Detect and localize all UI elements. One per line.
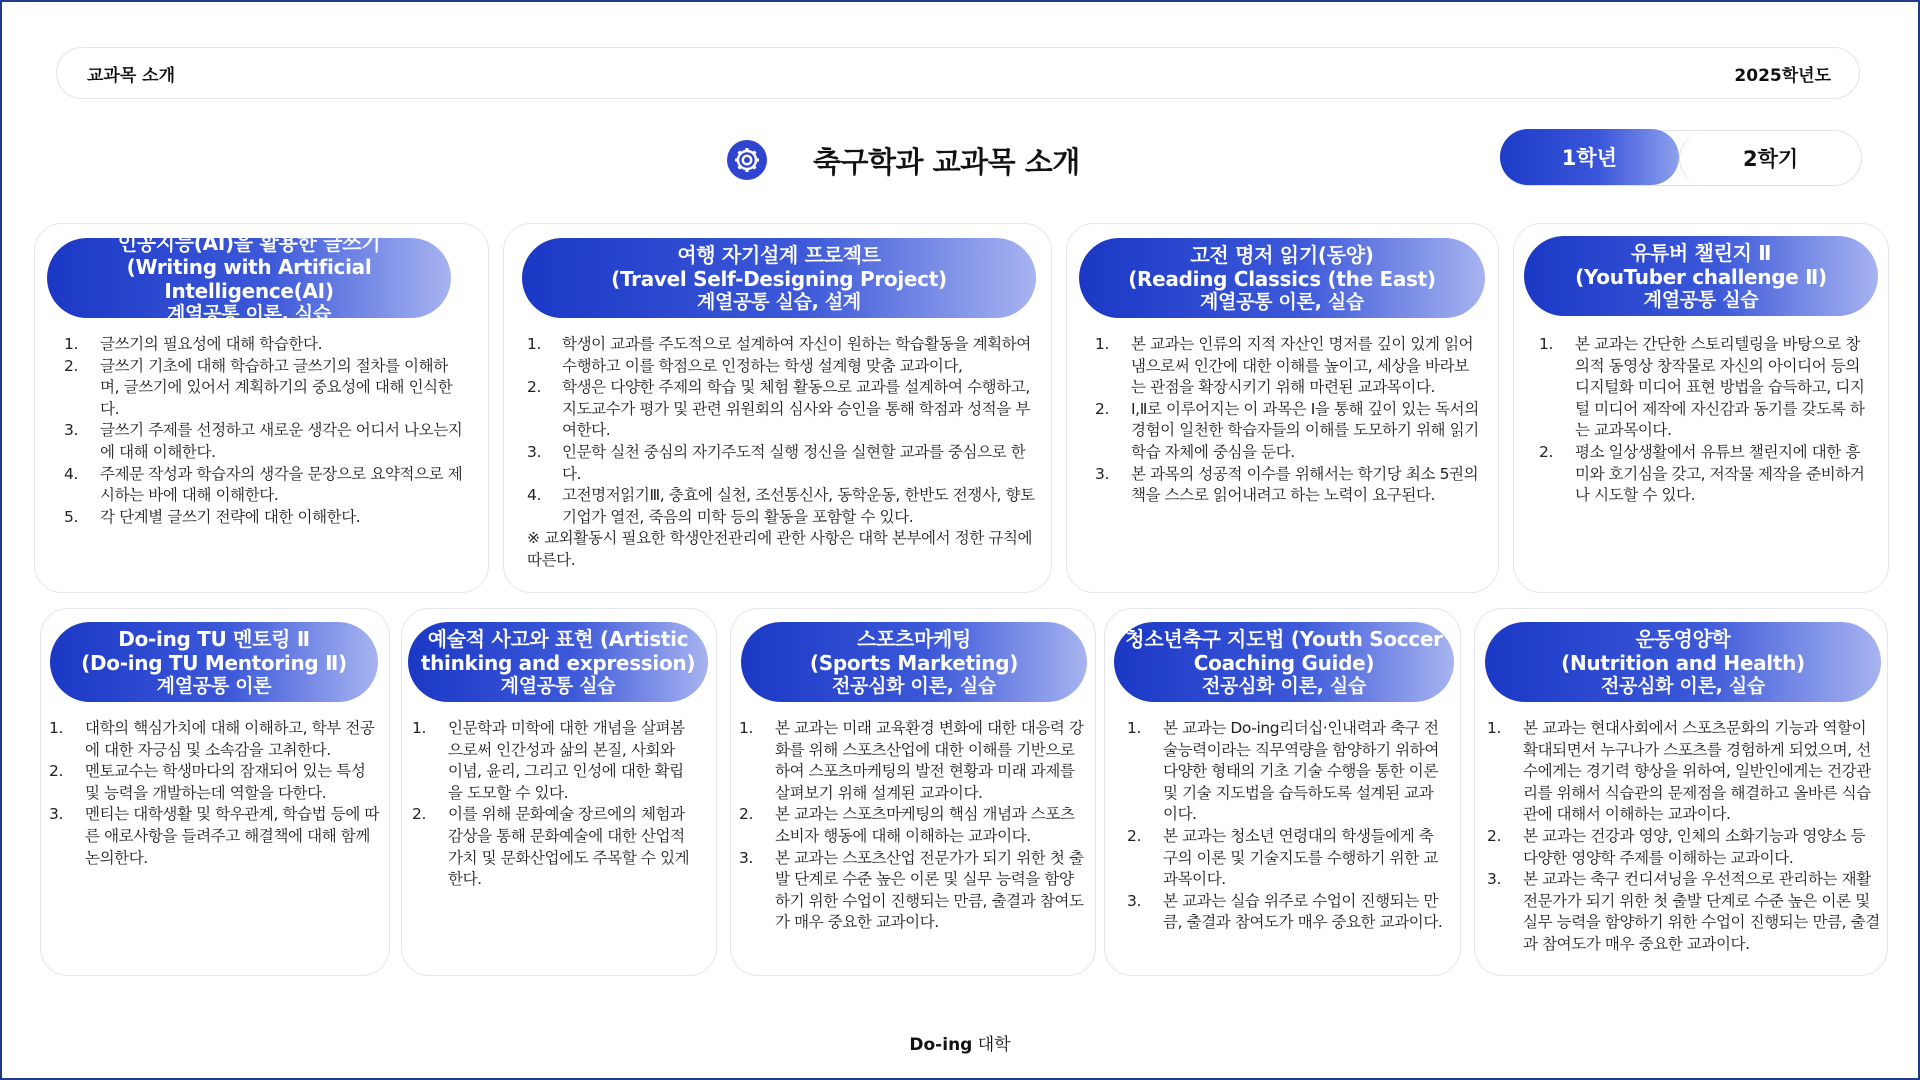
course-title-pill [50, 622, 378, 702]
footer-brand [0, 1030, 1920, 1055]
list-item: 1. 본 교과는 Do-ing리더십·인내력과 축구 전술능력이라는 직무역량을 함양하기 위하여 다양한 형태의 기초 기술 수행을 통한 이론 및 기술 지도법을 습득하도록 설계된 교과이다. [1127, 719, 1439, 824]
course-category: 계열공통 실습 [500, 674, 616, 697]
list-item: 3. 멘티는 대학생활 및 학우관계, 학습법 등에 따른 애로사항을 들려주고 해결책에 대해 함께 논의한다. [49, 805, 380, 867]
list-item: 1. 학생이 교과를 주도적으로 설계하여 자신이 원하는 학습활동을 계획하여 수행하고 이를 학점으로 인정하는 학생 설계형 맞춤 교과이다, [527, 335, 1031, 375]
course-title-en: (Sports Marketing) [809, 650, 1019, 675]
list-item: 3. 본 교과는 스포츠산업 전문가가 되기 위한 첫 출발 단계로 수준 높은 이론 및 실무 능력을 함양하기 위한 수업이 진행되는 만큼, 출결과 참여도가 매우 중요한 교과이다. [739, 848, 1084, 932]
semester-toggle [1500, 130, 1862, 186]
footer-brand-name: Do-ing [909, 1035, 973, 1055]
tab-first-year[interactable]: 1학년 [1500, 129, 1680, 185]
list-item: 1. 대학의 핵심가치에 대해 이해하고, 학부 전공에 대한 자긍심 및 소속감을 고취한다. [49, 719, 375, 759]
page-title: 축구학과 교과목 소개 [813, 144, 1080, 179]
list-item: 1. 본 교과는 간단한 스토리텔링을 바탕으로 창의적 동영상 창작물로 자신의 아이디어 등의 디지털화 미디어 표현 방법을 습득하고, 디지털 미디어 제작에 자신감과 동기를 갖도록 하는 교과목이다. [1539, 335, 1865, 440]
list-item: 3. 본 과목의 성공적 이수를 위해서는 학기당 최소 5권의 책을 스스로 읽어내려고 하는 노력이 요구된다. [1095, 464, 1479, 505]
list-item: 3. 본 교과는 축구 컨디셔닝을 우선적으로 관리하는 재활전문가가 되기 위한 첫 출발 단계로 수준 높은 이론 및 실무 능력을 함양하기 위한 수업이 진행되는 만큼, 출결과 참여도가 매우 중요한 교과이다. [1487, 870, 1880, 953]
course-title-ko: 인공지능(AI)을 활용한 글쓰기 [117, 230, 381, 255]
course-title-pill [1485, 622, 1881, 702]
course-title-en: (Writing with Artificial Intelligence(AI) [126, 254, 372, 303]
list-item: 3. 인문학 실천 중심의 자기주도적 실행 정신을 실현할 교과를 중심으로 한다. [527, 442, 1026, 483]
course-title-en: (Travel Self-Designing Project) [611, 266, 947, 291]
list-item: 2. 글쓰기 기초에 대해 학습하고 글쓰기의 절차를 이해하며, 글쓰기에 있어서 계획하기의 중요성에 대해 인식한다. [64, 356, 453, 418]
course-description [412, 718, 692, 891]
list-item: 2. 평소 일상생활에서 유튜브 챌린지에 대한 흥미와 호기심을 갖고, 저작물 제작을 준비하거나 시도할 수 있다. [1539, 442, 1865, 505]
course-description [739, 718, 1085, 934]
list-item: 2. 본 교과는 청소년 연령대의 학생들에게 축구의 이론 및 기술지도를 수행하기 위한 교과목이다. [1127, 826, 1438, 889]
course-category: 계열공통 이론 [156, 674, 272, 697]
course-title-pill [47, 230, 451, 325]
list-item: 3. 본 교과는 실습 위주로 수업이 진행되는 만큼, 출결과 참여도가 매우 중요한 교과이다. [1127, 891, 1443, 932]
list-item: 3. 글쓰기 주제를 선정하고 새로운 생각은 어디서 나오는지에 대해 이해한다. [64, 421, 463, 461]
course-category: 계열공통 이론, 실습 [167, 302, 331, 325]
course-title-ko: 유튜버 챌린지 Ⅱ [1630, 240, 1772, 265]
list-item: 4. 주제문 작성과 학습자의 생각을 문장으로 요약적으로 제시하는 바에 대해 이해한다. [64, 464, 463, 505]
course-title-pill [522, 238, 1036, 318]
course-title-en: (Reading Classics (the East) [1128, 266, 1436, 291]
list-item: 1. 본 교과는 현대사회에서 스포츠문화의 기능과 역할이 확대되면서 누구나가 스포츠를 경험하게 되었으며, 선수에게는 경기력 향상을 위하여, 일반인에게는 건강관리를 위해서 식습관의 문제점을 해결하고 올바른 식습관에 대해서 이해하는 교과이다. [1487, 719, 1871, 824]
tab-second-semester[interactable]: 2학기 [1679, 132, 1861, 185]
list-item: 1. 글쓰기의 필요성에 대해 학습한다. [64, 335, 323, 353]
course-title-pill [741, 622, 1087, 702]
course-description [49, 718, 381, 869]
list-item: 2. 학생은 다양한 주제의 학습 및 체험 활동으로 교과를 설계하여 수행하고, 지도교수가 평가 및 관련 위원회의 심사와 승인을 통해 학점과 성적을 부여한다. [527, 378, 1030, 440]
course-title-pill [1079, 238, 1485, 318]
list-item: 4. 고전명저읽기Ⅲ, 충효에 실천, 조선통신사, 동학운동, 한반도 전쟁사, 향토기업가 열전, 죽음의 미학 등의 활동을 포함할 수 있다. [527, 486, 1035, 526]
list-item: 1. 인문학과 미학에 대한 개념을 살펴봄으로써 인간성과 삶의 본질, 사회와 이념, 윤리, 그리고 인성에 대한 확립을 도모할 수 있다. [412, 719, 685, 802]
list-item: 2. 이를 위해 문화예술 장르에의 체험과 감상을 통해 문화예술에 대한 산업적 가치 및 문화산업에도 주목할 수 있게 한다. [412, 805, 690, 889]
course-title-ko: 스포츠마케팅 [856, 626, 972, 651]
course-description [1539, 334, 1869, 507]
course-title-en: (Do-ing TU Mentoring Ⅱ) [81, 650, 347, 675]
academic-year: 2025학년도 [1734, 65, 1831, 86]
course-category: 계열공통 이론, 실습 [1200, 290, 1364, 313]
course-note: ※ 교외활동시 필요한 학생안전관리에 관한 사항은 대학 본부에서 정한 규칙에 따른다. [527, 529, 1033, 569]
list-item: 2. 본 교과는 건강과 영양, 인체의 소화기능과 영양소 등 다양한 영양학 주제를 이해하는 교과이다. [1487, 826, 1866, 867]
course-category: 계열공통 실습, 설계 [697, 290, 861, 313]
list-item: 1. 본 교과는 미래 교육환경 변화에 대한 대응력 강화를 위해 스포츠산업에 대한 이해를 기반으로 하여 스포츠마케팅의 발전 현황과 미래 과제를 살펴보기 위해 설계된 교과이다. [739, 719, 1084, 802]
course-title-ko: 고전 명저 읽기(동양) [1190, 242, 1374, 267]
gear-icon [727, 140, 767, 180]
course-title-ko: 운동영양학 [1635, 626, 1731, 651]
course-title-en: Coaching Guide) [1193, 650, 1375, 675]
course-title-ko: Do-ing TU 멘토링 Ⅱ [118, 626, 310, 651]
top-bar [56, 47, 1860, 99]
course-title-en: (YouTuber challenge Ⅱ) [1575, 264, 1827, 289]
course-category: 전공심화 이론, 실습 [832, 674, 996, 697]
course-description [1487, 718, 1880, 956]
list-item: 2. Ⅰ,Ⅱ로 이루어지는 이 과목은 Ⅰ을 통해 깊이 있는 독서의 경험이 일천한 학습자들의 이해를 도모하기 위해 읽기 학습 자체에 중심을 둔다. [1095, 399, 1479, 461]
course-title-pill [1524, 236, 1878, 316]
list-item: 1. 본 교과는 인류의 지적 자산인 명저를 깊이 있게 읽어냄으로써 인간에 대한 이해를 높이고, 세상을 바라보는 관점을 확장시키기 위해 마련된 교과목이다. [1095, 335, 1474, 397]
course-category: 계열공통 실습 [1643, 288, 1759, 311]
section-label: 교과목 소개 [87, 65, 176, 86]
course-title-pill [408, 622, 708, 702]
course-description [64, 334, 464, 528]
list-item: 2. 멘토교수는 학생마다의 잠재되어 있는 특성 및 능력을 개발하는데 역할을 다한다. [49, 762, 366, 802]
course-category: 전공심화 이론, 실습 [1202, 674, 1366, 697]
course-title-en: (Nutrition and Health) [1561, 650, 1805, 675]
course-title-ko: 청소년축구 지도법 (Youth Soccer [1125, 626, 1443, 651]
list-item: 5. 각 단계별 글쓰기 전략에 대한 이해한다. [64, 507, 361, 526]
page-title-group [727, 138, 1080, 182]
course-title-ko: 예술적 사고와 표현 (Artistic [427, 626, 689, 651]
list-item: 2. 본 교과는 스포츠마케팅의 핵심 개념과 스포츠 소비자 행동에 대해 이해하는 교과이다. [739, 805, 1075, 845]
course-description [527, 334, 1040, 572]
course-title-ko: 여행 자기설계 프로젝트 [677, 242, 881, 267]
course-title-pill [1114, 622, 1454, 702]
course-title-en: thinking and expression) [420, 650, 696, 675]
course-description [1095, 334, 1480, 507]
course-category: 전공심화 이론, 실습 [1601, 674, 1765, 697]
course-description [1127, 718, 1443, 934]
footer-brand-suffix: 대학 [977, 1035, 1011, 1055]
